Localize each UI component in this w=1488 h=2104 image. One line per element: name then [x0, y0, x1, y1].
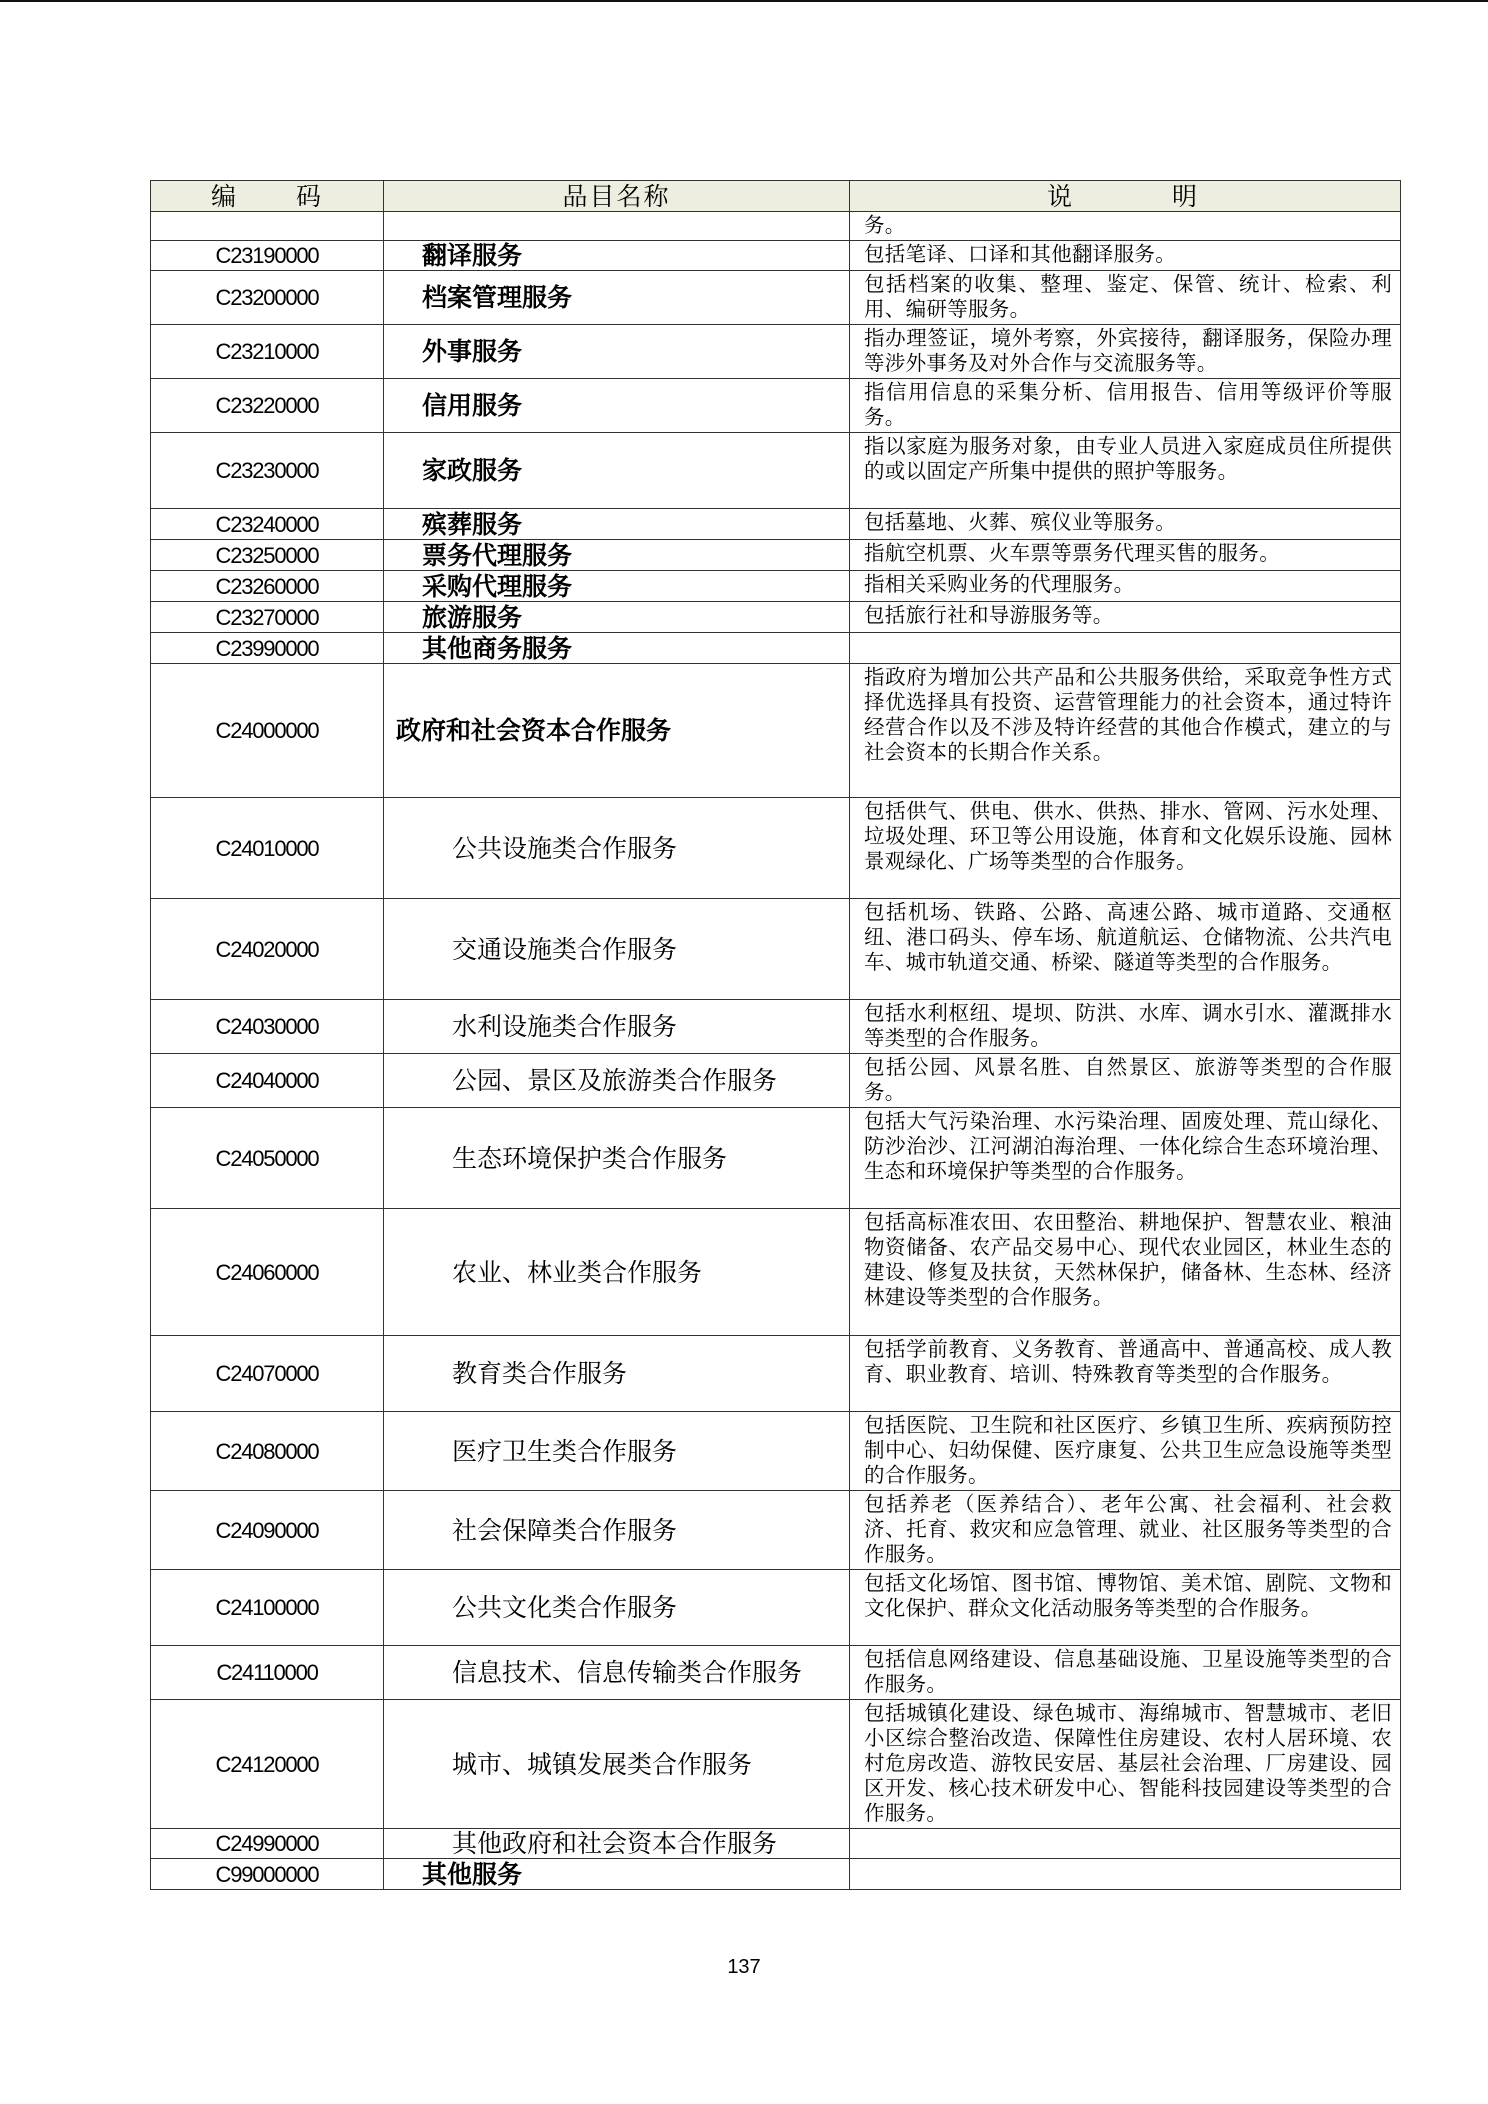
item-description: 指信用信息的采集分析、信用报告、信用等级评价等服务。	[850, 379, 1401, 433]
item-name: 农业、林业类合作服务	[384, 1209, 850, 1336]
item-code: C23240000	[151, 509, 384, 540]
item-description: 包括城镇化建设、绿色城市、海绵城市、智慧城市、老旧小区综合整治改造、保障性住房建设、农村人居环境、农村危房改造、游牧民安居、基层社会治理、厂房建设、园区开发、核心技术研发中心、智能科技园建设等类型的合作服务。	[850, 1700, 1401, 1829]
item-code: C24030000	[151, 1000, 384, 1054]
item-code	[151, 212, 384, 241]
item-code: C23190000	[151, 241, 384, 271]
table-row	[151, 1000, 1401, 1054]
item-code: C24000000	[151, 664, 384, 798]
item-code: C23250000	[151, 540, 384, 571]
item-description: 包括笔译、口译和其他翻译服务。	[850, 241, 1401, 271]
item-code: C24010000	[151, 798, 384, 899]
item-code: C23200000	[151, 271, 384, 325]
item-description: 包括公园、风景名胜、自然景区、旅游等类型的合作服务。	[850, 1054, 1401, 1108]
item-code: C23220000	[151, 379, 384, 433]
table-row	[151, 1108, 1401, 1209]
table-row	[151, 1336, 1401, 1412]
item-description: 包括旅行社和导游服务等。	[850, 602, 1401, 633]
item-code: C23260000	[151, 571, 384, 602]
item-name	[384, 212, 850, 241]
item-name: 家政服务	[384, 433, 850, 509]
item-description: 包括学前教育、义务教育、普通高中、普通高校、成人教育、职业教育、培训、特殊教育等类型的合作服务。	[850, 1336, 1401, 1412]
item-description: 包括医院、卫生院和社区医疗、乡镇卫生所、疾病预防控制中心、妇幼保健、医疗康复、公共卫生应急设施等类型的合作服务。	[850, 1412, 1401, 1491]
top-border-line	[0, 0, 1488, 2]
item-name: 生态环境保护类合作服务	[384, 1108, 850, 1209]
table-row	[151, 664, 1401, 798]
column-header-desc: 说 明	[850, 181, 1401, 212]
column-header-name: 品目名称	[384, 181, 850, 212]
table-row	[151, 540, 1401, 571]
item-description: 包括墓地、火葬、殡仪业等服务。	[850, 509, 1401, 540]
table-row	[151, 1700, 1401, 1829]
table-row	[151, 1491, 1401, 1570]
column-header-code: 编 码	[151, 181, 384, 212]
item-name: 交通设施类合作服务	[384, 899, 850, 1000]
item-description: 务。	[850, 212, 1401, 241]
item-description	[850, 1829, 1401, 1859]
item-name: 公园、景区及旅游类合作服务	[384, 1054, 850, 1108]
item-code: C24050000	[151, 1108, 384, 1209]
table-row	[151, 633, 1401, 664]
catalog-table	[150, 180, 1401, 1890]
item-description: 包括水利枢纽、堤坝、防洪、水库、调水引水、灌溉排水等类型的合作服务。	[850, 1000, 1401, 1054]
item-name: 其他商务服务	[384, 633, 850, 664]
item-name: 殡葬服务	[384, 509, 850, 540]
item-description: 指相关采购业务的代理服务。	[850, 571, 1401, 602]
table-row	[151, 571, 1401, 602]
table-row	[151, 509, 1401, 540]
item-code: C24060000	[151, 1209, 384, 1336]
item-name: 政府和社会资本合作服务	[384, 664, 850, 798]
item-code: C23990000	[151, 633, 384, 664]
item-description: 包括信息网络建设、信息基础设施、卫星设施等类型的合作服务。	[850, 1646, 1401, 1700]
item-code: C24040000	[151, 1054, 384, 1108]
item-code: C24990000	[151, 1829, 384, 1859]
item-name: 信用服务	[384, 379, 850, 433]
item-description: 指航空机票、火车票等票务代理买售的服务。	[850, 540, 1401, 571]
item-description: 包括机场、铁路、公路、高速公路、城市道路、交通枢纽、港口码头、停车场、航道航运、仓储物流、公共汽电车、城市轨道交通、桥梁、隧道等类型的合作服务。	[850, 899, 1401, 1000]
item-name: 城市、城镇发展类合作服务	[384, 1700, 850, 1829]
item-description: 包括养老（医养结合）、老年公寓、社会福利、社会救济、托育、救灾和应急管理、就业、社区服务等类型的合作服务。	[850, 1491, 1401, 1570]
item-code: C24110000	[151, 1646, 384, 1700]
table-row	[151, 1829, 1401, 1859]
table-row	[151, 1646, 1401, 1700]
item-code: C23210000	[151, 325, 384, 379]
catalog-page	[150, 180, 1392, 1890]
item-description: 包括供气、供电、供水、供热、排水、管网、污水处理、垃圾处理、环卫等公用设施，体育和文化娱乐设施、园林景观绿化、广场等类型的合作服务。	[850, 798, 1401, 899]
item-description: 包括档案的收集、整理、鉴定、保管、统计、检索、利用、编研等服务。	[850, 271, 1401, 325]
item-name: 公共文化类合作服务	[384, 1570, 850, 1646]
table-row	[151, 899, 1401, 1000]
item-description: 指办理签证，境外考察，外宾接待，翻译服务，保险办理等涉外事务及对外合作与交流服务等。	[850, 325, 1401, 379]
table-row	[151, 212, 1401, 241]
table-row	[151, 1412, 1401, 1491]
table-row	[151, 1570, 1401, 1646]
item-name: 信息技术、信息传输类合作服务	[384, 1646, 850, 1700]
table-body	[151, 212, 1401, 1890]
item-description	[850, 1859, 1401, 1890]
item-description: 指以家庭为服务对象，由专业人员进入家庭成员住所提供的或以固定产所集中提供的照护等服务。	[850, 433, 1401, 509]
item-description: 指政府为增加公共产品和公共服务供给，采取竞争性方式择优选择具有投资、运营管理能力的社会资本，通过特许经营合作以及不涉及特许经营的其他合作模式，建立的与社会资本的长期合作关系。	[850, 664, 1401, 798]
item-code: C24080000	[151, 1412, 384, 1491]
item-code: C24070000	[151, 1336, 384, 1412]
table-row	[151, 798, 1401, 899]
table-row	[151, 241, 1401, 271]
item-name: 外事服务	[384, 325, 850, 379]
item-description	[850, 633, 1401, 664]
item-description: 包括高标准农田、农田整治、耕地保护、智慧农业、粮油物资储备、农产品交易中心、现代农业园区，林业生态的建设、修复及扶贫，天然林保护，储备林、生态林、经济林建设等类型的合作服务。	[850, 1209, 1401, 1336]
item-code: C24020000	[151, 899, 384, 1000]
item-name: 翻译服务	[384, 241, 850, 271]
item-name: 档案管理服务	[384, 271, 850, 325]
table-row	[151, 433, 1401, 509]
item-name: 水利设施类合作服务	[384, 1000, 850, 1054]
item-name: 其他服务	[384, 1859, 850, 1890]
table-row	[151, 379, 1401, 433]
item-name: 旅游服务	[384, 602, 850, 633]
table-row	[151, 1859, 1401, 1890]
item-description: 包括大气污染治理、水污染治理、固废处理、荒山绿化、防沙治沙、江河湖泊海治理、一体化综合生态环境治理、生态和环境保护等类型的合作服务。	[850, 1108, 1401, 1209]
item-name: 公共设施类合作服务	[384, 798, 850, 899]
item-name: 教育类合作服务	[384, 1336, 850, 1412]
item-code: C24120000	[151, 1700, 384, 1829]
table-row	[151, 271, 1401, 325]
item-description: 包括文化场馆、图书馆、博物馆、美术馆、剧院、文物和文化保护、群众文化活动服务等类型的合作服务。	[850, 1570, 1401, 1646]
table-header-row	[151, 181, 1401, 212]
item-name: 采购代理服务	[384, 571, 850, 602]
item-name: 票务代理服务	[384, 540, 850, 571]
table-row	[151, 325, 1401, 379]
table-row	[151, 1209, 1401, 1336]
table-row	[151, 1054, 1401, 1108]
table-row	[151, 602, 1401, 633]
item-code: C24090000	[151, 1491, 384, 1570]
item-code: C24100000	[151, 1570, 384, 1646]
item-code: C23230000	[151, 433, 384, 509]
item-name: 社会保障类合作服务	[384, 1491, 850, 1570]
item-code: C23270000	[151, 602, 384, 633]
item-code: C99000000	[151, 1859, 384, 1890]
item-name: 其他政府和社会资本合作服务	[384, 1829, 850, 1859]
item-name: 医疗卫生类合作服务	[384, 1412, 850, 1491]
page-number: 137	[727, 1956, 761, 1978]
